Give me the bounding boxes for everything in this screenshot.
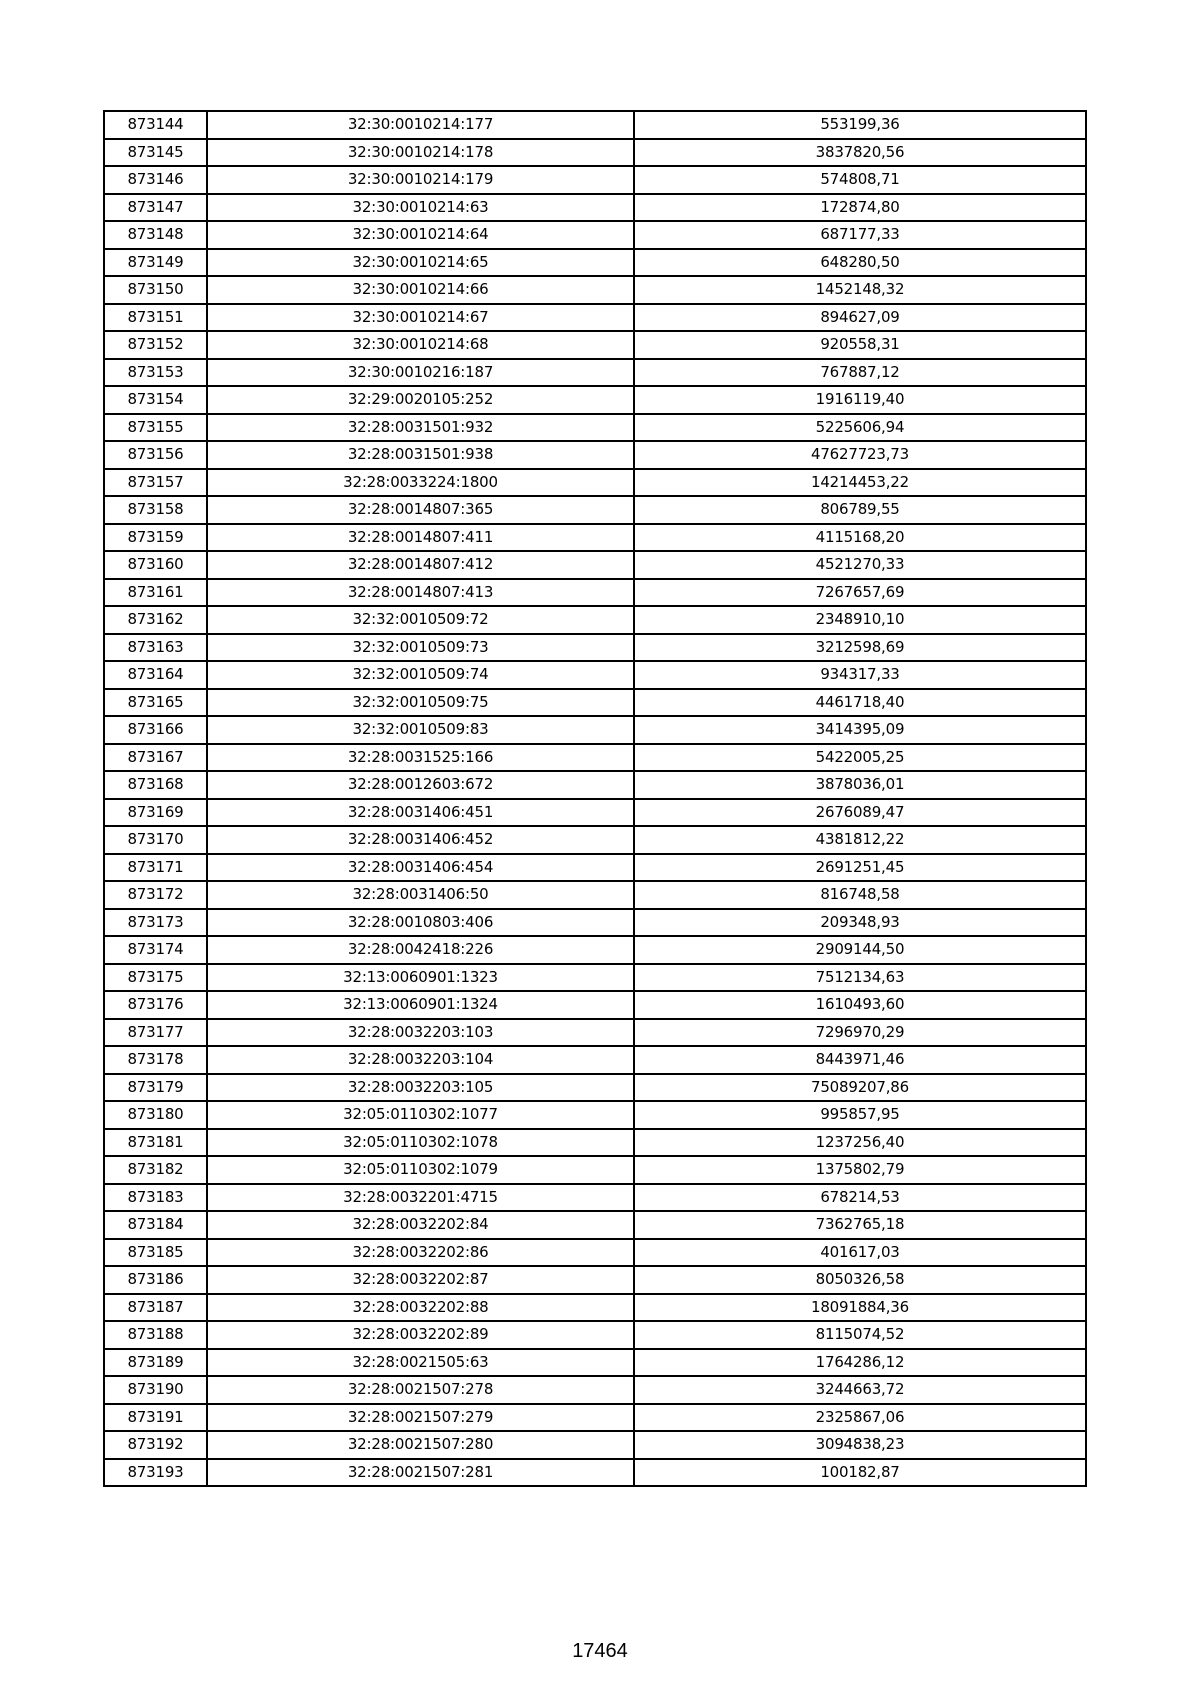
table-row (104, 1431, 1086, 1459)
cadastral-value-cell: 3837820,56 (634, 139, 1086, 167)
cadastral-number-cell: 32:28:0021507:281 (207, 1459, 634, 1487)
cadastral-value-cell: 4115168,20 (634, 524, 1086, 552)
cadastral-value-cell: 1237256,40 (634, 1129, 1086, 1157)
row-number-cell: 873188 (104, 1321, 207, 1349)
cadastral-number-cell: 32:28:0032202:88 (207, 1294, 634, 1322)
row-number-cell: 873159 (104, 524, 207, 552)
cadastral-number-cell: 32:30:0010214:68 (207, 331, 634, 359)
cadastral-number-cell: 32:28:0031406:452 (207, 826, 634, 854)
cadastral-number-cell: 32:28:0031406:50 (207, 881, 634, 909)
cadastral-value-cell: 14214453,22 (634, 469, 1086, 497)
table-row (104, 744, 1086, 772)
cadastral-value-cell: 1764286,12 (634, 1349, 1086, 1377)
table-row (104, 689, 1086, 717)
row-number-cell: 873152 (104, 331, 207, 359)
row-number-cell: 873177 (104, 1019, 207, 1047)
cadastral-value-cell: 678214,53 (634, 1184, 1086, 1212)
cadastral-number-cell: 32:30:0010216:187 (207, 359, 634, 387)
cadastral-value-cell: 4381812,22 (634, 826, 1086, 854)
page-number: 17464 (572, 1640, 628, 1662)
table-row (104, 496, 1086, 524)
row-number-cell: 873169 (104, 799, 207, 827)
cadastral-number-cell: 32:05:0110302:1079 (207, 1156, 634, 1184)
cadastral-value-cell: 8443971,46 (634, 1046, 1086, 1074)
table-row (104, 359, 1086, 387)
row-number-cell: 873193 (104, 1459, 207, 1487)
row-number-cell: 873191 (104, 1404, 207, 1432)
table-row (104, 1129, 1086, 1157)
cadastral-number-cell: 32:29:0020105:252 (207, 386, 634, 414)
row-number-cell: 873180 (104, 1101, 207, 1129)
cadastral-number-cell: 32:28:0010803:406 (207, 909, 634, 937)
table-row (104, 881, 1086, 909)
row-number-cell: 873182 (104, 1156, 207, 1184)
row-number-cell: 873168 (104, 771, 207, 799)
row-number-cell: 873190 (104, 1376, 207, 1404)
table-row (104, 1459, 1086, 1487)
cadastral-value-cell: 5225606,94 (634, 414, 1086, 442)
cadastral-number-cell: 32:28:0031406:451 (207, 799, 634, 827)
row-number-cell: 873187 (104, 1294, 207, 1322)
table-row (104, 909, 1086, 937)
cadastral-value-cell: 1916119,40 (634, 386, 1086, 414)
cadastral-number-cell: 32:05:0110302:1078 (207, 1129, 634, 1157)
table-row (104, 1294, 1086, 1322)
row-number-cell: 873145 (104, 139, 207, 167)
cadastral-value-cell: 75089207,86 (634, 1074, 1086, 1102)
cadastral-number-cell: 32:28:0021507:280 (207, 1431, 634, 1459)
cadastral-number-cell: 32:30:0010214:63 (207, 194, 634, 222)
row-number-cell: 873149 (104, 249, 207, 277)
cadastral-value-cell: 687177,33 (634, 221, 1086, 249)
table-row (104, 249, 1086, 277)
cadastral-number-cell: 32:30:0010214:179 (207, 166, 634, 194)
cadastral-value-cell: 7362765,18 (634, 1211, 1086, 1239)
cadastral-value-cell: 1452148,32 (634, 276, 1086, 304)
row-number-cell: 873163 (104, 634, 207, 662)
cadastral-number-cell: 32:28:0032202:86 (207, 1239, 634, 1267)
row-number-cell: 873181 (104, 1129, 207, 1157)
table-body (104, 111, 1086, 1486)
cadastral-value-cell: 1375802,79 (634, 1156, 1086, 1184)
cadastral-value-cell: 2909144,50 (634, 936, 1086, 964)
cadastral-number-cell: 32:32:0010509:83 (207, 716, 634, 744)
row-number-cell: 873192 (104, 1431, 207, 1459)
table-row (104, 1349, 1086, 1377)
table-row (104, 1074, 1086, 1102)
cadastral-value-cell: 47627723,73 (634, 441, 1086, 469)
cadastral-value-cell: 7512134,63 (634, 964, 1086, 992)
cadastral-number-cell: 32:28:0021505:63 (207, 1349, 634, 1377)
row-number-cell: 873160 (104, 551, 207, 579)
cadastral-value-cell: 648280,50 (634, 249, 1086, 277)
row-number-cell: 873151 (104, 304, 207, 332)
cadastral-number-cell: 32:28:0031525:166 (207, 744, 634, 772)
cadastral-value-cell: 3244663,72 (634, 1376, 1086, 1404)
table-row (104, 1376, 1086, 1404)
table-row (104, 716, 1086, 744)
table-row (104, 661, 1086, 689)
row-number-cell: 873172 (104, 881, 207, 909)
cadastral-number-cell: 32:28:0032203:105 (207, 1074, 634, 1102)
table-row (104, 524, 1086, 552)
row-number-cell: 873157 (104, 469, 207, 497)
row-number-cell: 873178 (104, 1046, 207, 1074)
cadastral-number-cell: 32:28:0021507:278 (207, 1376, 634, 1404)
row-number-cell: 873162 (104, 606, 207, 634)
table-row (104, 1239, 1086, 1267)
cadastral-value-cell: 553199,36 (634, 111, 1086, 139)
cadastral-value-cell: 209348,93 (634, 909, 1086, 937)
row-number-cell: 873166 (104, 716, 207, 744)
row-number-cell: 873186 (104, 1266, 207, 1294)
row-number-cell: 873179 (104, 1074, 207, 1102)
table-row (104, 799, 1086, 827)
cadastral-value-cell: 934317,33 (634, 661, 1086, 689)
row-number-cell: 873185 (104, 1239, 207, 1267)
row-number-cell: 873175 (104, 964, 207, 992)
cadastral-number-cell: 32:28:0033224:1800 (207, 469, 634, 497)
cadastral-value-cell: 7267657,69 (634, 579, 1086, 607)
table-row (104, 854, 1086, 882)
table-row (104, 1019, 1086, 1047)
table-row (104, 771, 1086, 799)
row-number-cell: 873155 (104, 414, 207, 442)
table-row (104, 469, 1086, 497)
cadastral-value-cell: 4521270,33 (634, 551, 1086, 579)
cadastral-value-cell: 806789,55 (634, 496, 1086, 524)
cadastral-value-cell: 2691251,45 (634, 854, 1086, 882)
row-number-cell: 873170 (104, 826, 207, 854)
row-number-cell: 873183 (104, 1184, 207, 1212)
cadastral-number-cell: 32:28:0032202:84 (207, 1211, 634, 1239)
row-number-cell: 873164 (104, 661, 207, 689)
cadastral-value-cell: 767887,12 (634, 359, 1086, 387)
cadastral-value-cell: 2348910,10 (634, 606, 1086, 634)
cadastral-value-cell: 3094838,23 (634, 1431, 1086, 1459)
table-row (104, 579, 1086, 607)
table-row (104, 166, 1086, 194)
cadastral-number-cell: 32:28:0032202:87 (207, 1266, 634, 1294)
table-row (104, 414, 1086, 442)
table-row (104, 221, 1086, 249)
cadastral-value-cell: 172874,80 (634, 194, 1086, 222)
cadastral-number-cell: 32:28:0014807:413 (207, 579, 634, 607)
cadastral-value-cell: 5422005,25 (634, 744, 1086, 772)
cadastral-number-cell: 32:28:0032203:103 (207, 1019, 634, 1047)
row-number-cell: 873154 (104, 386, 207, 414)
table-row (104, 331, 1086, 359)
cadastral-value-table (103, 110, 1087, 1487)
row-number-cell: 873165 (104, 689, 207, 717)
table-row (104, 1184, 1086, 1212)
table-row (104, 991, 1086, 1019)
row-number-cell: 873189 (104, 1349, 207, 1377)
cadastral-value-cell: 894627,09 (634, 304, 1086, 332)
cadastral-value-cell: 3414395,09 (634, 716, 1086, 744)
table-row (104, 1321, 1086, 1349)
row-number-cell: 873147 (104, 194, 207, 222)
cadastral-number-cell: 32:28:0032203:104 (207, 1046, 634, 1074)
cadastral-value-cell: 8115074,52 (634, 1321, 1086, 1349)
cadastral-number-cell: 32:30:0010214:67 (207, 304, 634, 332)
cadastral-value-cell: 920558,31 (634, 331, 1086, 359)
cadastral-value-cell: 816748,58 (634, 881, 1086, 909)
cadastral-number-cell: 32:32:0010509:75 (207, 689, 634, 717)
table-row (104, 826, 1086, 854)
row-number-cell: 873176 (104, 991, 207, 1019)
cadastral-number-cell: 32:32:0010509:72 (207, 606, 634, 634)
table-row (104, 634, 1086, 662)
table-row (104, 304, 1086, 332)
cadastral-number-cell: 32:30:0010214:177 (207, 111, 634, 139)
row-number-cell: 873150 (104, 276, 207, 304)
cadastral-value-cell: 995857,95 (634, 1101, 1086, 1129)
cadastral-value-cell: 18091884,36 (634, 1294, 1086, 1322)
table-row (104, 1211, 1086, 1239)
cadastral-value-cell: 8050326,58 (634, 1266, 1086, 1294)
cadastral-value-cell: 3212598,69 (634, 634, 1086, 662)
cadastral-number-cell: 32:28:0032202:89 (207, 1321, 634, 1349)
cadastral-number-cell: 32:28:0042418:226 (207, 936, 634, 964)
table-row (104, 386, 1086, 414)
row-number-cell: 873146 (104, 166, 207, 194)
table-row (104, 964, 1086, 992)
table-row (104, 606, 1086, 634)
table-row (104, 1266, 1086, 1294)
cadastral-number-cell: 32:13:0060901:1323 (207, 964, 634, 992)
cadastral-number-cell: 32:28:0021507:279 (207, 1404, 634, 1432)
row-number-cell: 873148 (104, 221, 207, 249)
cadastral-value-cell: 100182,87 (634, 1459, 1086, 1487)
cadastral-number-cell: 32:28:0014807:412 (207, 551, 634, 579)
row-number-cell: 873144 (104, 111, 207, 139)
row-number-cell: 873158 (104, 496, 207, 524)
table-row (104, 936, 1086, 964)
cadastral-number-cell: 32:28:0014807:365 (207, 496, 634, 524)
table-row (104, 1046, 1086, 1074)
row-number-cell: 873173 (104, 909, 207, 937)
row-number-cell: 873171 (104, 854, 207, 882)
cadastral-value-cell: 1610493,60 (634, 991, 1086, 1019)
cadastral-number-cell: 32:28:0031406:454 (207, 854, 634, 882)
row-number-cell: 873153 (104, 359, 207, 387)
row-number-cell: 873174 (104, 936, 207, 964)
cadastral-number-cell: 32:13:0060901:1324 (207, 991, 634, 1019)
table-row (104, 276, 1086, 304)
cadastral-number-cell: 32:30:0010214:65 (207, 249, 634, 277)
cadastral-number-cell: 32:32:0010509:74 (207, 661, 634, 689)
cadastral-number-cell: 32:30:0010214:66 (207, 276, 634, 304)
cadastral-number-cell: 32:32:0010509:73 (207, 634, 634, 662)
cadastral-value-cell: 2676089,47 (634, 799, 1086, 827)
table-row (104, 551, 1086, 579)
table-row (104, 441, 1086, 469)
table-row (104, 1404, 1086, 1432)
table-row (104, 111, 1086, 139)
row-number-cell: 873156 (104, 441, 207, 469)
table-row (104, 139, 1086, 167)
cadastral-value-cell: 574808,71 (634, 166, 1086, 194)
cadastral-value-cell: 4461718,40 (634, 689, 1086, 717)
cadastral-number-cell: 32:28:0031501:932 (207, 414, 634, 442)
cadastral-number-cell: 32:28:0014807:411 (207, 524, 634, 552)
table-row (104, 194, 1086, 222)
cadastral-value-cell: 3878036,01 (634, 771, 1086, 799)
table-row (104, 1101, 1086, 1129)
cadastral-value-cell: 7296970,29 (634, 1019, 1086, 1047)
cadastral-number-cell: 32:30:0010214:64 (207, 221, 634, 249)
row-number-cell: 873161 (104, 579, 207, 607)
cadastral-number-cell: 32:28:0031501:938 (207, 441, 634, 469)
table-row (104, 1156, 1086, 1184)
row-number-cell: 873167 (104, 744, 207, 772)
cadastral-number-cell: 32:30:0010214:178 (207, 139, 634, 167)
cadastral-value-cell: 401617,03 (634, 1239, 1086, 1267)
row-number-cell: 873184 (104, 1211, 207, 1239)
cadastral-number-cell: 32:28:0032201:4715 (207, 1184, 634, 1212)
cadastral-number-cell: 32:05:0110302:1077 (207, 1101, 634, 1129)
cadastral-value-cell: 2325867,06 (634, 1404, 1086, 1432)
cadastral-number-cell: 32:28:0012603:672 (207, 771, 634, 799)
